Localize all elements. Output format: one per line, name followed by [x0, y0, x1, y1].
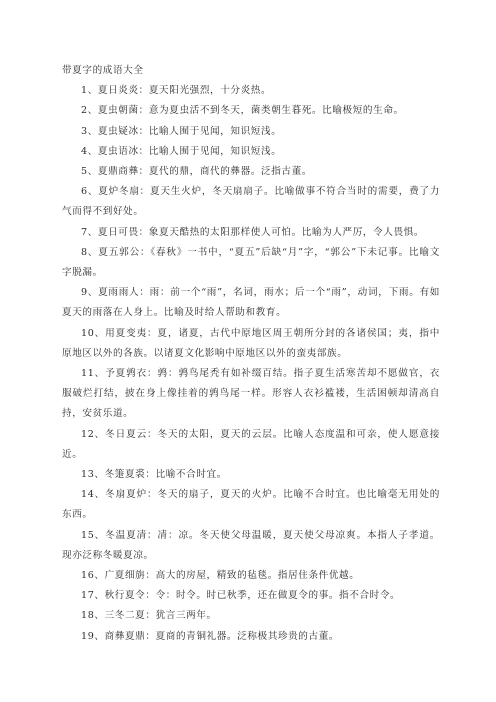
idiom-entry: 9、夏雨雨人：雨：前一个“雨”，名词，雨水；后一个“雨”，动词，下雨。有如夏天的雨落在人身上。比喻及时给人帮助和教育。 — [62, 287, 440, 319]
idiom-entry: 17、秋行夏令：令：时令。时已秋季，还在做夏令的事。指不合时令。 — [81, 590, 401, 602]
idiom-entry: 16、广夏细旃：高大的房屋，精致的毡毯。指居住条件优越。 — [81, 570, 360, 582]
idiom-entry: 14、冬扇夏炉：冬天的扇子，夏天的火炉。比喻不合时宜。也比喻毫无用处的东西。 — [62, 489, 440, 521]
idiom-entry: 2、夏虫朝菌：意为夏虫活不到冬天，菌类朝生暮死。比喻极短的生命。 — [81, 105, 404, 117]
idiom-entry: 15、冬温夏凊：凊：凉。冬天使父母温暖，夏天使父母凉爽。本指人子孝道。现亦泛称冬暖夏凉。 — [62, 529, 440, 561]
idiom-entry: 7、夏日可畏：象夏天酷热的太阳那样使人可怕。比喻为人严厉，令人畏惧。 — [81, 226, 425, 238]
document-title: 带夏字的成语大全 — [62, 65, 144, 76]
idiom-entry: 12、冬日夏云：冬天的太阳，夏天的云层。比喻人态度温和可亲，使人愿意接近。 — [62, 428, 440, 460]
idiom-entry: 19、商彝夏鼎：夏商的青铜礼器。泛称极其珍贵的古董。 — [81, 630, 340, 642]
idiom-entry: 11、予夏鹑衣：鹑：鹑鸟尾秃有如补缀百结。指子夏生活寒苦却不愿做官，衣服破烂打结，披在身上像挂着的鹑鸟尾一样。形容人衣衫褴褛，生活困顿却清高自持，安贫乐道。 — [62, 368, 440, 420]
idiom-entry: 6、夏炉冬扇：夏天生火炉，冬天扇扇子。比喻做事不符合当时的需要，费了力气而得不到好处。 — [62, 186, 440, 218]
idiom-entry: 13、冬箑夏裘：比喻不合时宜。 — [81, 469, 227, 481]
idiom-entry: 4、夏虫语冰：比喻人囿于见闻，知识短浅。 — [81, 145, 282, 157]
idiom-entry: 8、夏五郭公：《春秋》一书中，“夏五”后缺“月”字，“郭公”下未记事。比喻文字脱漏。 — [62, 246, 440, 279]
idiom-entry: 1、夏日炎炎：夏天阳光强烈，十分炎热。 — [81, 85, 272, 97]
idiom-entry: 3、夏虫疑冰：比喻人囿于见闻，知识短浅。 — [81, 125, 282, 137]
document-body — [62, 61, 440, 647]
idiom-entry: 10、用夏变夷：夏，诸夏，古代中原地区周王朝所分封的各诸侯国；夷，指中原地区以外的各族。以诸夏文化影响中原地区以外的蛮夷部族。 — [62, 327, 440, 359]
idiom-entry: 5、夏鼎商彝：夏代的鼎，商代的彝器。泛指古董。 — [81, 166, 312, 178]
idiom-entry: 18、三冬二夏：犹言三两年。 — [81, 610, 217, 622]
